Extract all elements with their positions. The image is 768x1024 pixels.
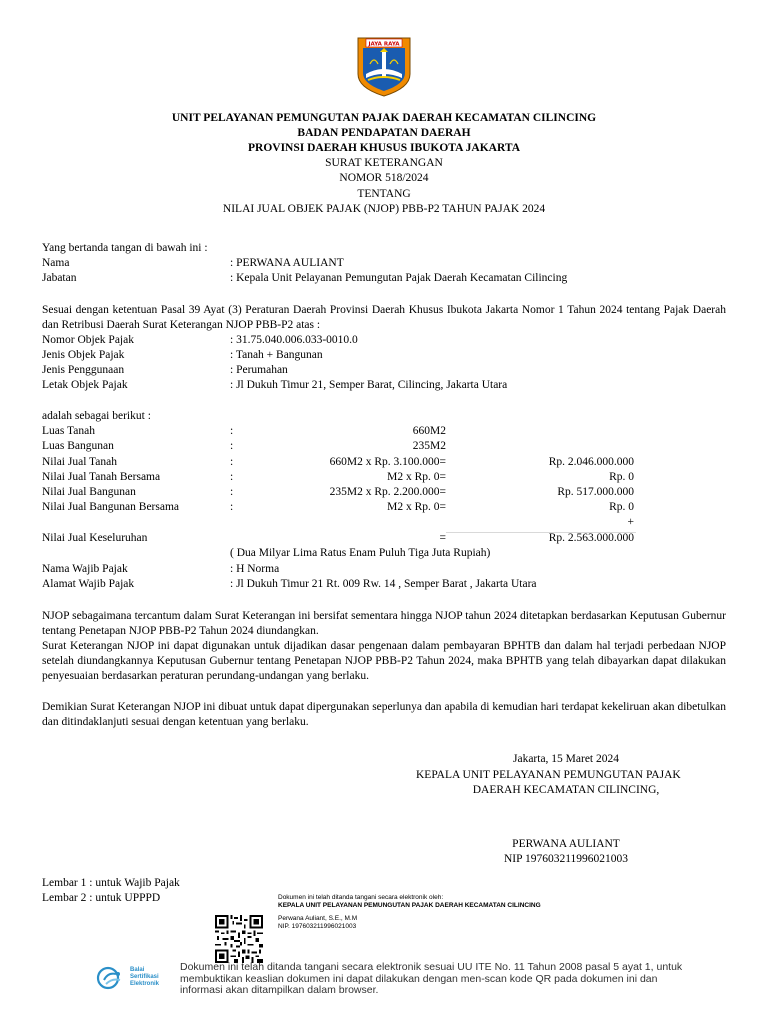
- detail-row-label: Luas Bangunan: [42, 440, 114, 452]
- bsre-label-3: Elektronik: [130, 981, 160, 987]
- note-paragraph-2: Surat Keterangan NJOP ini dapat digunakan untuk dijadikan dasar pengenaan dalam pembayaran BPHTB dan dalam hal terjadi perbedaan NJOP setelah diundangkannya Keputusan Gubernur tentang Penetapan NJOP PBB-P2 Tahun 2024, maka BPHTB yang telah dibayarkan dapat dilakukan penyesuaian berdasarkan peraturan perundang-undangan yang berlaku.: [42, 640, 726, 682]
- jakarta-emblem-logo: [352, 34, 416, 98]
- detail-row-colon: :: [230, 456, 234, 468]
- esign-line-2: KEPALA UNIT PELAYANAN PEMUNGUTAN PAJAK DAERAH KECAMATAN CILINCING: [278, 902, 541, 909]
- detail-row-label: Luas Tanah: [42, 425, 95, 437]
- detail-row-calc: 660M2 x Rp. 3.100.000=: [329, 456, 446, 468]
- detail-row-colon: :: [230, 501, 234, 513]
- detail-row-colon: :: [230, 425, 234, 437]
- legal-basis: Sesuai dengan ketentuan Pasal 39 Ayat (3) Peraturan Daerah Provinsi Daerah Khusus Ibukota Jakarta Nomor 1 Tahun 2024 tentang Pajak Daerah dan Retribusi Daerah Surat Keterangan NJOP PBB-P2 atas :: [42, 304, 726, 331]
- signer-name-label: Nama: [42, 257, 70, 269]
- signature-nip: NIP 197603211996021003: [503, 853, 629, 865]
- copy-2-note: Lembar 2 : untuk UPPPD: [42, 892, 161, 904]
- place-date: Jakarta, 15 Maret 2024: [512, 753, 620, 765]
- signer-position-label: Jabatan: [42, 272, 77, 284]
- detail-row-label: Nilai Jual Bangunan Bersama: [42, 501, 180, 513]
- province-name: PROVINSI DAERAH KHUSUS IBUKOTA JAKARTA: [247, 142, 520, 154]
- bsre-logo-icon: [96, 966, 126, 990]
- document-type: SURAT KETERANGAN: [325, 157, 443, 169]
- document-number: NOMOR 518/2024: [339, 172, 429, 184]
- footer-esign-notice: Dokumen ini telah ditanda tangani secara elektronik sesuai UU ITE No. 11 Tahun 2008 pasal 5 ayat 1, untuk membuktikan keaslian dokumen ini dapat dilakukan dengan men-scan kode QR pada dokumen ini dan informasi akan ditampilkan dalam browser.: [180, 961, 683, 996]
- taxpayer-address-value: : Jl Dukuh Timur 21 Rt. 009 Rw. 14 , Semper Barat , Jakarta Utara: [230, 578, 537, 590]
- detail-row-amount: Rp. 0: [609, 471, 634, 483]
- taxpayer-name-label: Nama Wajib Pajak: [42, 563, 128, 575]
- detail-row-colon: :: [230, 440, 234, 452]
- usage-type-value: : Perumahan: [230, 364, 288, 376]
- location-value: : Jl Dukuh Timur 21, Semper Barat, Cilincing, Jakarta Utara: [230, 379, 508, 391]
- signature-title-1: KEPALA UNIT PELAYANAN PEMUNGUTAN PAJAK: [416, 769, 681, 781]
- detail-row-colon: :: [230, 486, 234, 498]
- detail-row-calc: M2 x Rp. 0=: [387, 501, 446, 513]
- nop-label: Nomor Objek Pajak: [42, 334, 134, 346]
- detail-row-label: Nilai Jual Tanah Bersama: [42, 471, 161, 483]
- signer-position-value: : Kepala Unit Pelayanan Pemungutan Pajak Daerah Kecamatan Cilincing: [230, 272, 568, 284]
- bsre-label-1: Balai: [130, 967, 145, 973]
- detail-row-amount: Rp. 0: [609, 501, 634, 513]
- bsre-label-2: Sertifikasi: [130, 974, 159, 980]
- signature-title-2: DAERAH KECAMATAN CILINCING,: [472, 784, 660, 796]
- about-label: TENTANG: [357, 188, 411, 200]
- taxpayer-name-value: : H Norma: [230, 563, 280, 575]
- details-intro: adalah sebagai berikut :: [42, 410, 151, 422]
- copy-1-note: Lembar 1 : untuk Wajib Pajak: [42, 877, 180, 889]
- detail-row-calc: 235M2: [412, 440, 446, 452]
- detail-row-label: Nilai Jual Bangunan: [42, 486, 136, 498]
- svg-text:JAYA RAYA: JAYA RAYA: [368, 41, 400, 48]
- object-type-value: : Tanah + Bangunan: [230, 349, 323, 361]
- signer-intro: Yang bertanda tangan di bawah ini :: [42, 242, 208, 254]
- total-in-words: ( Dua Milyar Lima Ratus Enam Puluh Tiga Juta Rupiah): [230, 547, 491, 559]
- esign-line-4: NIP. 197603211996021003: [278, 923, 357, 930]
- usage-type-label: Jenis Penggunaan: [42, 364, 125, 376]
- total-equals: =: [439, 532, 446, 544]
- sum-plus-sign: +: [627, 516, 634, 528]
- note-paragraph-1: NJOP sebagaimana tercantum dalam Surat Keterangan ini bersifat sementara hingga NJOP tahun 2024 ditetapkan berdasarkan Keputusan Gubernur tentang Penetapan NJOP PBB-P2 Tahun 2024 diundangkan.: [42, 610, 726, 637]
- object-type-label: Jenis Objek Pajak: [42, 349, 125, 361]
- note-paragraph-3: Demikian Surat Keterangan NJOP ini dibuat untuk dapat dipergunakan seperlunya dan apabila di kemudian hari terdapat kekeliruan akan dibetulkan dan ditindaklanjuti sesuai dengan ketentuan yang berlaku.: [42, 701, 726, 728]
- detail-row-colon: :: [230, 471, 234, 483]
- taxpayer-address-label: Alamat Wajib Pajak: [42, 578, 135, 590]
- qr-code[interactable]: [215, 915, 263, 963]
- detail-row-calc: M2 x Rp. 0=: [387, 471, 446, 483]
- total-label: Nilai Jual Keseluruhan: [42, 532, 148, 544]
- detail-row-calc: 660M2: [412, 425, 446, 437]
- detail-row-calc: 235M2 x Rp. 2.200.000=: [329, 486, 446, 498]
- detail-row-label: Nilai Jual Tanah: [42, 456, 117, 468]
- detail-row-amount: Rp. 517.000.000: [557, 486, 634, 498]
- document-subject: NILAI JUAL OBJEK PAJAK (NJOP) PBB-P2 TAHUN PAJAK 2024: [222, 203, 546, 215]
- esign-line-3: Perwana Auliant, S.E., M.M: [278, 915, 358, 922]
- office-name: UNIT PELAYANAN PEMUNGUTAN PAJAK DAERAH KECAMATAN CILINCING: [171, 112, 597, 124]
- signer-name-value: : PERWANA AULIANT: [230, 257, 344, 269]
- nop-value: : 31.75.040.006.033-0010.0: [230, 334, 358, 346]
- total-amount: Rp. 2.563.000.000: [548, 532, 634, 544]
- signature-name: PERWANA AULIANT: [512, 838, 620, 850]
- location-label: Letak Objek Pajak: [42, 379, 128, 391]
- detail-row-amount: Rp. 2.046.000.000: [548, 456, 634, 468]
- esign-line-1: Dokumen ini telah ditanda tangani secara elektronik oleh:: [278, 894, 444, 901]
- agency-name: BADAN PENDAPATAN DAERAH: [297, 127, 471, 139]
